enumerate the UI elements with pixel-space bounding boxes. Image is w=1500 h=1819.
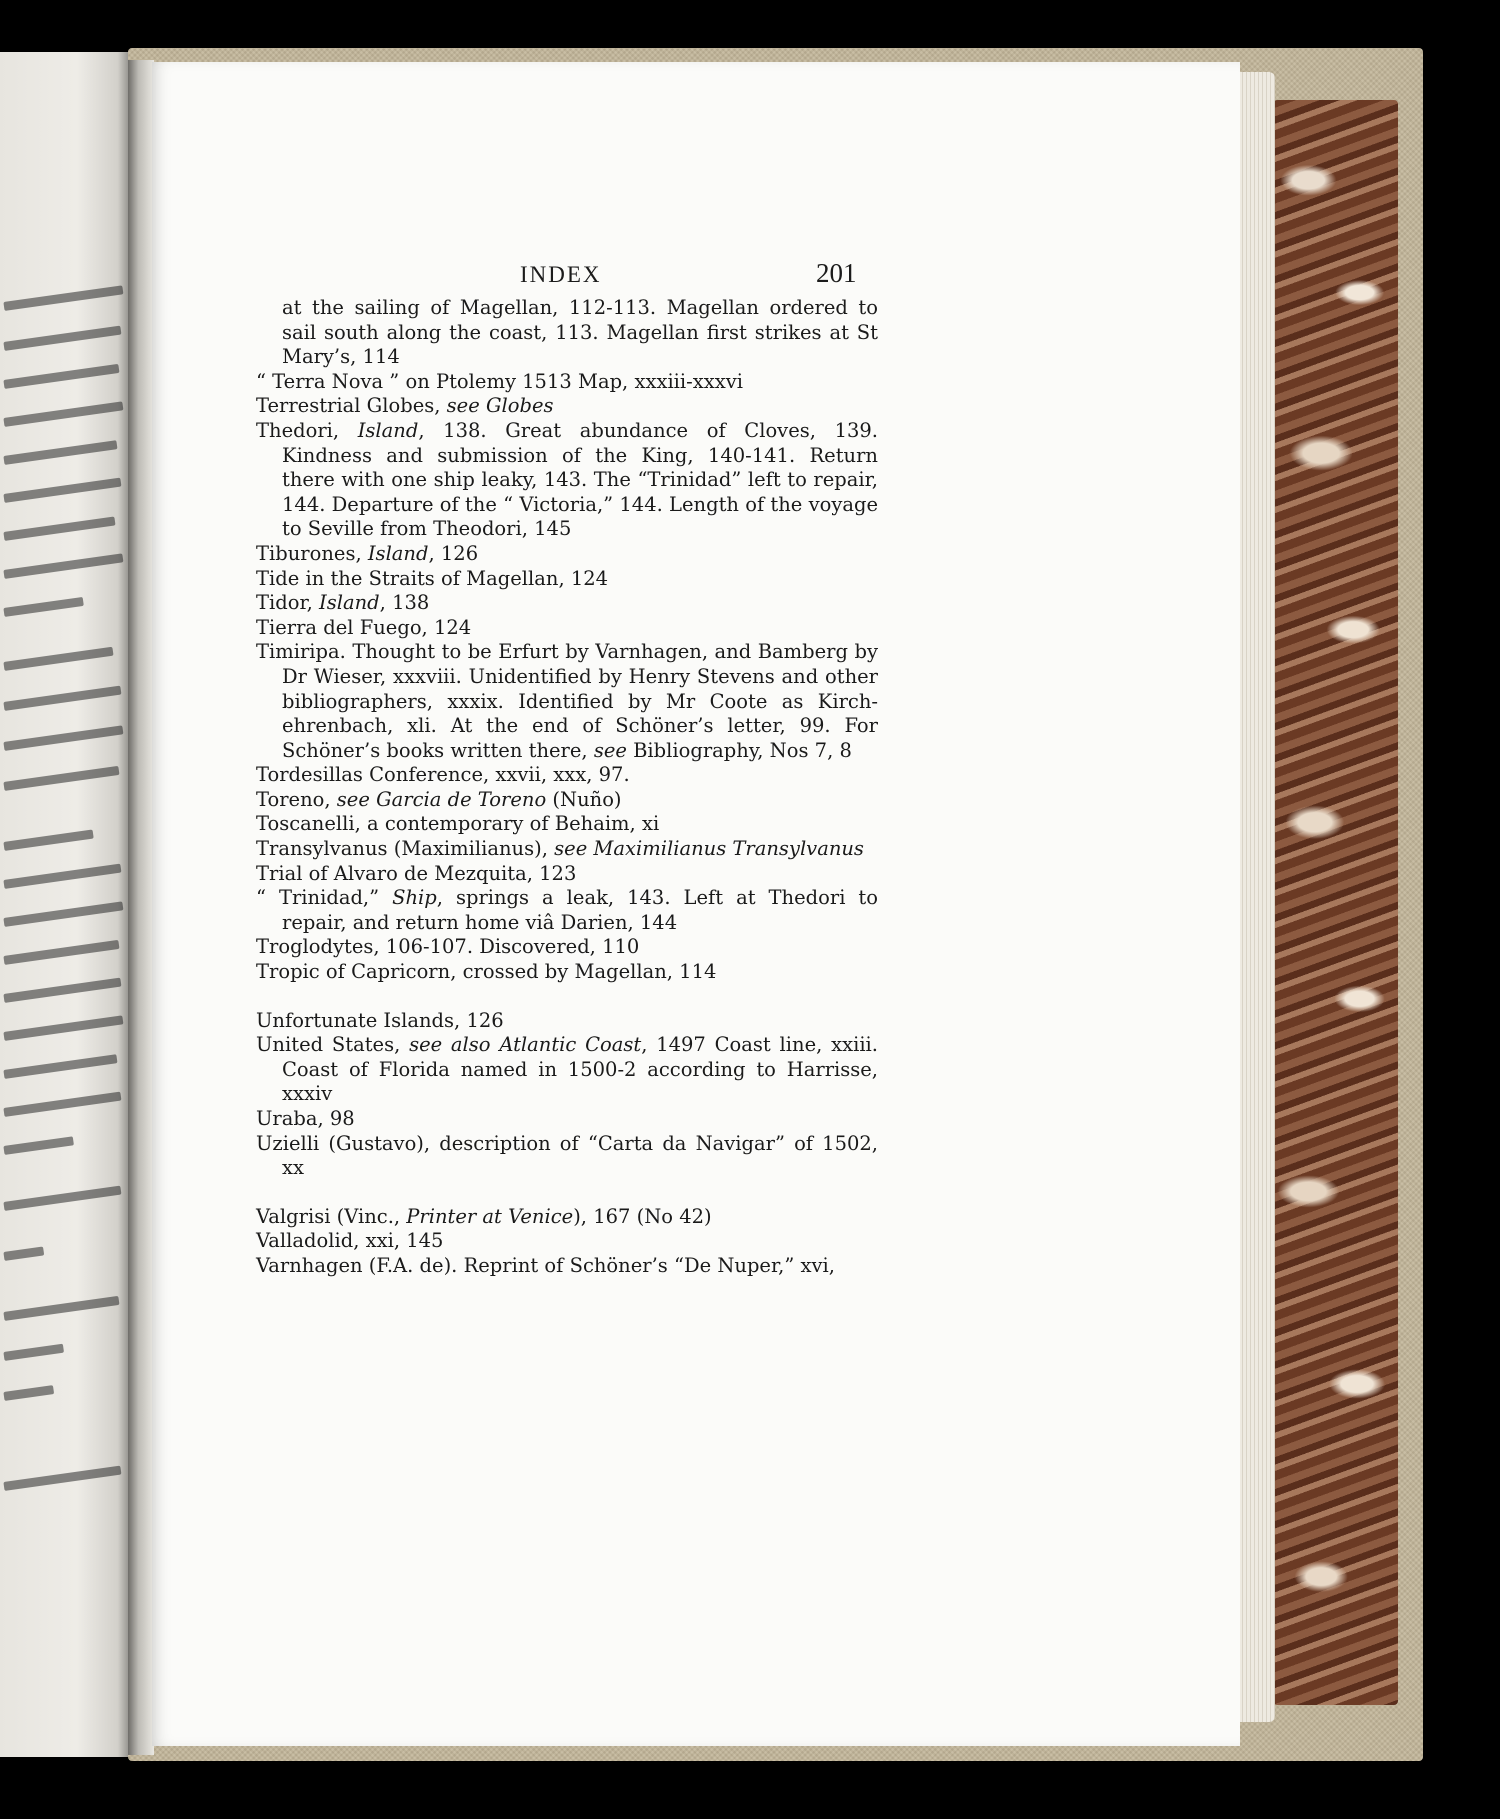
italic-text: Island (357, 418, 419, 442)
index-entry (256, 616, 878, 641)
index-entry (256, 886, 878, 935)
entry-text: (Nuño) (546, 787, 622, 811)
entry-text: Tierra del Fuego, 124 (256, 615, 472, 639)
entry-text: , springs a leak, 143. Left at Thedori to repair, and return home viâ Darien, 144 (282, 886, 879, 934)
index-entry (256, 1009, 878, 1034)
index-entry (256, 567, 878, 592)
entry-text: Trial of Alvaro de Mezquita, 123 (256, 861, 577, 885)
entry-text: Bibliography, Nos 7, 8 (626, 738, 852, 762)
italic-text: Island (319, 591, 380, 615)
index-entry (256, 591, 878, 616)
entry-text: Unfortunate Islands, 126 (256, 1008, 504, 1032)
entry-text: Troglodytes, 106-107. Discovered, 110 (256, 935, 640, 959)
index-entry (256, 1132, 878, 1181)
entry-text: , 138. Great abundance of Cloves, 139. Kindness and submission of the King, 140-141. Return there with one ship leaky, 143. The “Trinidad” left to repair, 144. Departure of the “ Victoria,” 144. Length of the voyage to Seville from Theodori, 145 (282, 418, 878, 541)
index-entry (256, 640, 878, 763)
italic-text: Ship (392, 886, 437, 910)
index-entry (256, 788, 878, 813)
page-header (520, 258, 870, 298)
entry-text: Valgrisi (Vinc., (256, 1204, 407, 1228)
entry-text: Toreno, (256, 787, 337, 811)
index-entry (256, 763, 878, 788)
entry-text: United States, (256, 1033, 410, 1057)
entry-text: , 1497 Coast line, xxiii. Coast of Florida named in 1500-2 according to Harrisse, xxxiv (282, 1033, 878, 1106)
page-edges (1235, 72, 1275, 1722)
index-entry (256, 837, 878, 862)
book-gutter (128, 60, 154, 1755)
marbled-spine (1270, 100, 1398, 1705)
continued-entry: at the sailing of Magellan, 112-113. Magellan ordered to sail south along the coast, 113. Magellan first strikes at St Mary’s, 114 (282, 296, 878, 369)
entry-text: , 138 (379, 591, 430, 615)
entry-text: Toscanelli, a contemporary of Behaim, xi (256, 812, 660, 836)
section-gap (256, 1181, 878, 1205)
index-entry (256, 419, 878, 542)
index-entry (256, 812, 878, 837)
index-entry (256, 1205, 878, 1230)
entry-text: Tidor, (256, 591, 320, 615)
italic-text: see Globes (446, 394, 554, 418)
entry-text: Valladolid, xxi, 145 (256, 1229, 444, 1253)
index-entry (256, 370, 878, 395)
entry-text: Tide in the Straits of Magellan, 124 (256, 566, 609, 590)
entry-text: Thedori, (256, 418, 358, 442)
italic-text: Printer at Venice (406, 1204, 574, 1228)
italic-text: Island (367, 541, 429, 565)
entry-text: , 126 (428, 541, 479, 565)
entry-text: Timiripa. Thought to be Erfurt by Varnhagen, and Bamberg by Dr Wieser, xxxviii. Unidentified by Henry Stevens and other bibliographers, xxxix. Identified by Mr Coote as Kirch-ehrenbach, xli. At the end of Schöner’s letter, 99. For Schöner’s books written there, (256, 640, 878, 762)
index-entry (256, 1254, 878, 1279)
index-entry (256, 1033, 878, 1107)
index-entry (256, 1229, 878, 1254)
index-entry (256, 862, 878, 887)
index-entry (256, 935, 878, 960)
index-entry (256, 960, 878, 985)
entry-text: Uraba, 98 (256, 1107, 355, 1130)
entry-text: Uzielli (Gustavo), description of “Carta da Navigar” of 1502, xx (256, 1131, 878, 1180)
facing-page (0, 52, 128, 1757)
entry-text: ), 167 (No 42) (573, 1204, 712, 1228)
entry-text: Tiburones, (256, 541, 368, 565)
index-entry (256, 394, 878, 419)
entry-text: Tordesillas Conference, xxvii, xxx, 97. (256, 763, 630, 787)
italic-text: see Garcia de Toreno (336, 787, 547, 811)
section-gap (256, 985, 878, 1009)
entry-text: Terrestrial Globes, (256, 394, 447, 418)
page-number: 201 (816, 258, 857, 288)
index-entry (256, 542, 878, 567)
italic-text: see also Atlantic Coast (409, 1033, 642, 1057)
entry-text: “ Terra Nova ” on Ptolemy 1513 Map, xxxiii-xxxvi (256, 369, 743, 393)
entry-text: Tropic of Capricorn, crossed by Magellan, 114 (256, 960, 717, 984)
entry-text: Varnhagen (F.A. de). Reprint of Schöner’s “De Nuper,” xvi, (256, 1253, 835, 1277)
index-entry (256, 1107, 878, 1132)
italic-text: see (593, 738, 627, 762)
italic-text: see Maximilianus Transylvanus (554, 837, 864, 861)
entry-text: Transylvanus (Maximilianus), (256, 837, 555, 861)
running-head: INDEX (520, 262, 602, 287)
entry-text: “ Trinidad,” (256, 886, 393, 910)
facing-page-text-blur (0, 52, 128, 1757)
index-text (256, 296, 878, 1279)
